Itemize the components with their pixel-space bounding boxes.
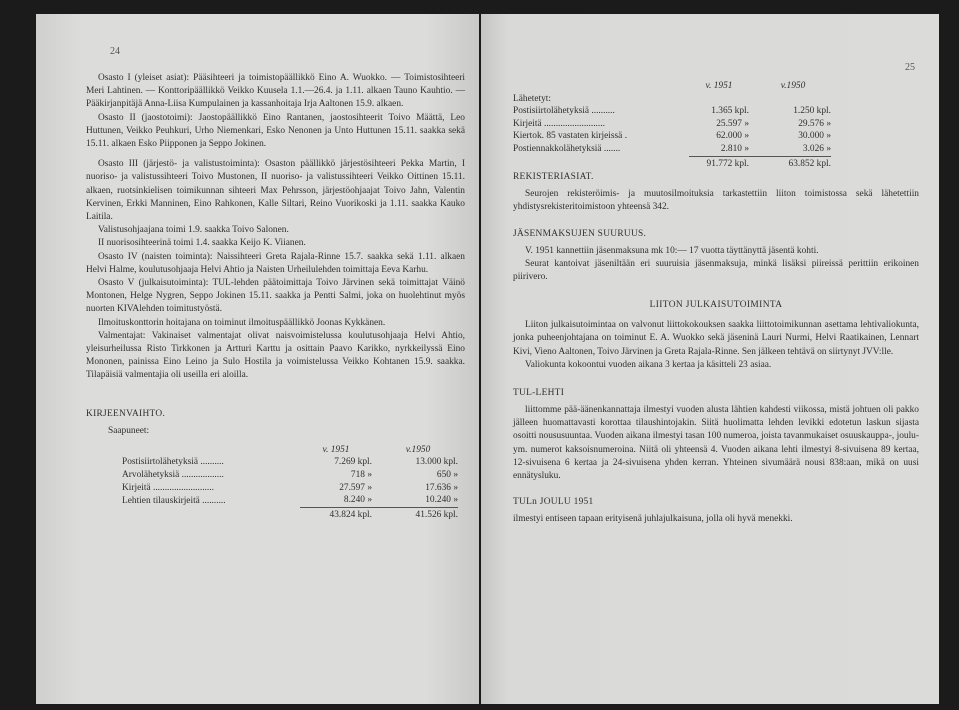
paragraph-osasto-5: Osasto V (julkaisutoiminta): TUL-lehden päätoimittaja Toivo Järvinen sekä toimittajat Väinö Montonen, Helge Nygren, Seppo Jokinen 15.11. saakka ja Pentti Salmi, joka on huolehtinut myös nuorten KIVAlehden toimitustyöstä. <box>86 278 465 315</box>
table-row: Postisiirtolähetyksiä .......... 1.365 kpl. 1.250 kpl. <box>513 106 831 117</box>
page-number-right: 25 <box>905 62 915 73</box>
section-title-jasenmaksut: JÄSENMAKSUJEN SUURUUS. <box>513 228 647 239</box>
paragraph-ilmoituskonttori: Ilmoituskonttorin hoitajana on toiminut ilmoituspäällikkö Joonas Kykkänen. <box>98 317 386 328</box>
paragraph-osasto-1: Osasto I (yleiset asiat): Pääsihteeri ja toimistopäällikkö Eino A. Wuokko. — Toimistosihteeri Meri Lahtinen. — Konttoripäällikkö Veikko Kuusela 1.1.—26.4. ja 1.11. alkaen Tauno Kauhtio. — Pääkirjanpitäjä Anna-Liisa Kumpulainen ja kassanhoitaja Irja Aaltonen 15.9. alkaen. <box>86 73 465 110</box>
page-number-left: 24 <box>110 46 120 57</box>
table-total-row: 43.824 kpl. 41.526 kpl. <box>122 507 458 521</box>
table-row: Postiennakkolähetyksiä ....... 2.810 » 3.026 » <box>513 143 831 155</box>
paragraph-osasto-3: Osasto III (järjestö- ja valistustoiminta): Osaston päällikkö järjestösihteeri Pekka Martin, I nuoriso- ja valistussihteeri Toivo Mustonen, II nuoriso- ja valistussihteeri Veikko Oittinen 15.11. alkaen, ruotsinkielisen toimikunnan sihteeri Max Pehrsson, järjestöohjaajat Toivo Jahn, Valentin Kervinen, Erkki Manninen, Eino Rahkonen, Kalle Siltari, Reino Vuorikoski ja 1.11. saakka Kauko Laitila. <box>86 159 465 223</box>
table-caption-saapuneet: Saapuneet: <box>108 425 150 436</box>
section-title-rekisteriasiat: REKISTERIASIAT. <box>513 172 594 183</box>
section-title-kirjeenvaihto: KIRJEENVAIHTO. <box>86 408 166 419</box>
paragraph-osasto-4: Osasto IV (naisten toiminta): Naissihteeri Greta Rajala-Rinne 15.7. saakka sekä 1.11. alkaen Helvi Halme, koulutusohjaaja Helvi Ahtio ja Naisten Urheilulehden toimittaja Eeva Karhu. <box>86 251 465 275</box>
year-header-1951: v. 1951 <box>705 81 733 91</box>
table-row: Kirjeitä .......................... 27.597 » 17.636 » <box>122 482 458 493</box>
year-header-1950: v.1950 <box>405 444 431 455</box>
section-title-tul-lehti: TUL-LEHTI <box>513 387 565 398</box>
table-row: Postisiirtolähetyksiä .......... 7.269 kpl. 13.000 kpl. <box>122 457 458 468</box>
paragraph-nuorisosihteeri: II nuorisosihteerinä toimi 1.4. saakka Keijo K. Viianen. <box>98 238 306 249</box>
table-caption-lahetetyt: Lähetetyt: <box>513 93 552 104</box>
paragraph-valistusohjaaja: Valistusohjaajana toimi 1.9. saakka Toivo Salonen. <box>98 225 289 236</box>
year-header-1951: v. 1951 <box>322 444 350 455</box>
paragraph-rekisteriasiat: Seurojen rekisteröimis- ja muutosilmoituksia tarkastettiin liiton toimistossa sekä lähetettiin yhdistysrekisteritoimistoon yhteensä 342. <box>513 189 919 213</box>
table-total-row: 91.772 kpl. 63.852 kpl. <box>513 156 831 170</box>
paragraph-jasenmaksu-2: Seurat kantoivat jäseniltään eri suuruisia jäsenmaksuja, minkä lisäksi piireissä perittiin erikoinen piirivero. <box>513 258 919 282</box>
paragraph-tul-lehti: liittomme pää-äänenkannattaja ilmestyi vuoden alusta lähtien kahdesti viikossa, mistä johtuen oli pakko jälleen huomattavasti korottaa tilaushintojakin. Siitä huolimatta lehden levikki edotetun laskun sijasta osoitti noususuuntaa. Vuoden aikana ilmestyi tasan 100 numeroa, joista tavanmukaiset osuuskauppa-, joulu- ym. numerot kaksoisnumeroina. Niitä oli yhteensä 4. Vuoden aikana lehti ilmestyi 8-sivuisena 89 kertaa, 12-sivuisena 6 kertaa ja 24-sivuisena yhden kerran. Yhteinen sivumäärä nousi 838:aan, mikä on uusi ennätysluku. <box>513 404 919 481</box>
section-title-tul-joulu: TULn JOULU 1951 <box>513 497 594 508</box>
paragraph-tul-joulu: ilmestyi entiseen tapaan erityisenä juhlajulkaisuna, jolla oli hyvä menekki. <box>513 514 793 525</box>
table-saapuneet <box>122 444 465 522</box>
table-row: Kirjeitä .......................... 25.597 » 29.576 » <box>513 118 831 129</box>
table-row: Kiertok. 85 vastaten kirjeissä . 62.000 » 30.000 » <box>513 131 831 142</box>
paragraph-valmentajat: Valmentajat: Vakinaiset valmentajat olivat naisvoimistelussa koulutusohjaaja Helvi Ahtio, yleisurheilussa Risto Tirkkonen ja Artturi Karttu ja osittain Paavo Karikko, nyrkkeilyssä Eino Mononen, painissa Eino Leino ja Sulo Hostila ja voimistelussa Veikko Kohtanen 15.9. saakka. Tilapäisiä valmentajia oli useilla eri aloilla. <box>86 330 465 381</box>
left-page <box>36 14 479 704</box>
paragraph-osasto-2: Osasto II (jaostotoimi): Jaostopäällikkö Eino Rantanen, jaostosihteerit Toivo Määttä, Leo Huttunen, Veikko Peuhkuri, Urho Niemenkari, Esko Nenonen ja Unto Huttunen 15.11. saakka sekä 15.11. alkaen Esko Piipponen ja Seppo Jokinen. <box>86 112 465 150</box>
paragraph-julkaisutoiminta-1: Liiton julkaisutoimintaa on valvonut liittokokouksen saakka liittotoimikunnan asettama lehtivaliokunta, jonka puheenjohtajana on toiminut E. A. Wuokko sekä jäseninä Lauri Nurmi, Helvi Raatikainen, Lennart Kivi, Vieno Aaltonen, Toivo Järvinen ja Greta Rajala-Rinne. Sen jälkeen tehtävä on siirtynyt JVV:lle. <box>513 320 919 357</box>
right-page <box>481 14 939 704</box>
paragraph-julkaisutoiminta-2: Valiokunta kokoontui vuoden aikana 3 kertaa ja käsitteli 23 asiaa. <box>525 359 772 370</box>
year-header-1950: v.1950 <box>780 81 806 91</box>
section-title-julkaisutoiminta: LIITON JULKAISUTOIMINTA <box>649 300 783 311</box>
table-row: Lehtien tilauskirjeitä .......... 8.240 » 10.240 » <box>122 495 458 506</box>
table-lahetetyt <box>513 80 919 170</box>
paragraph-jasenmaksu-1: V. 1951 kannettiin jäsenmaksuna mk 10:— 17 vuotta täyttänyttä jäsentä kohti. <box>525 245 819 256</box>
table-row: Arvolähetyksiä .................. 718 » 650 » <box>122 470 458 481</box>
